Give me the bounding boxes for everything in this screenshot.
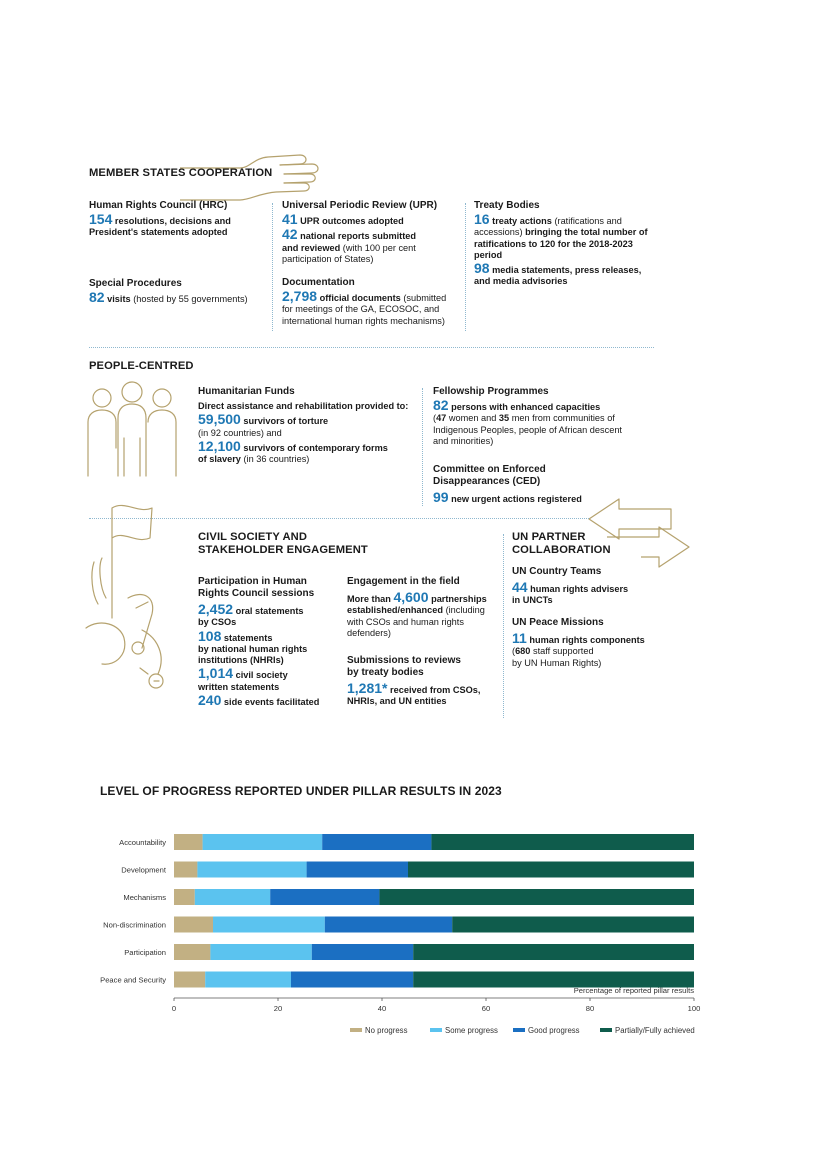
treaty-text3c: for the 2018-2023 xyxy=(557,238,633,249)
field-text1: partnerships xyxy=(431,594,487,604)
legend-label: No progress xyxy=(365,1026,408,1035)
participation-text1: oral statements xyxy=(235,606,304,616)
bar-segment-good-progress xyxy=(307,862,408,878)
bar-segment-partially-fully-achieved xyxy=(452,917,694,933)
bar-segment-some-progress xyxy=(205,972,291,988)
humanitarian-intro: Direct assistance and rehabilitation provided to: xyxy=(198,401,409,411)
upr-text2: national reports submitted xyxy=(300,231,417,242)
legend-swatch xyxy=(350,1028,362,1032)
flag-hands-illustration xyxy=(80,498,195,698)
field-text2a: established/enhanced xyxy=(347,605,443,616)
upr-number2: 42 xyxy=(282,226,298,243)
field-text2b: (including xyxy=(445,605,485,616)
uncts-text1: human rights advisers xyxy=(530,584,629,594)
peace-missions-block: UN Peace Missions 11 human rights components (680 staff supported by UN Human Rights) xyxy=(512,617,672,669)
x-tick-label: 0 xyxy=(171,1004,177,1013)
section-title-people: PEOPLE-CENTRED xyxy=(89,360,194,372)
fellowship-heading: Fellowship Programmes xyxy=(433,386,549,397)
legend-swatch xyxy=(513,1028,525,1032)
ced-heading2: Disappearances (CED) xyxy=(433,476,541,487)
documentation-block xyxy=(282,277,467,327)
progress-chart-svg xyxy=(0,820,827,1060)
people-illustration xyxy=(84,378,189,478)
participation-number2: 108 xyxy=(198,627,222,644)
un-title1: UN PARTNER xyxy=(512,531,586,543)
category-label: Mechanisms xyxy=(123,893,166,902)
bar-segment-no-progress xyxy=(174,862,197,878)
bar-segment-good-progress xyxy=(322,834,431,850)
treaty-text5: media statements, press releases, xyxy=(492,265,642,276)
bar-segment-some-progress xyxy=(213,917,325,933)
peace-heading: UN Peace Missions xyxy=(512,617,604,628)
bar-segment-no-progress xyxy=(174,889,195,905)
treaty-text1a: treaty actions xyxy=(492,216,552,226)
participation-block xyxy=(198,576,338,708)
special-procedures-block xyxy=(89,278,269,305)
humanitarian-text1: survivors of torture xyxy=(243,416,329,427)
bar-segment-good-progress xyxy=(325,917,452,933)
treaty-text3num: 120 xyxy=(539,238,556,249)
participation-text5: civil society xyxy=(235,670,288,681)
submissions-number: 1,281* xyxy=(347,680,388,696)
treaty-text1b: (ratifications and xyxy=(554,216,622,226)
documentation-text2: for meetings of the GA, ECOSOC, and xyxy=(282,304,440,315)
category-label: Peace and Security xyxy=(100,975,166,985)
treaty-number2: 98 xyxy=(474,260,490,277)
x-tick-label: 40 xyxy=(377,1004,387,1013)
fellowship-men: 35 xyxy=(498,413,510,424)
documentation-text3: international human rights mechanisms) xyxy=(282,315,445,326)
documentation-heading: Documentation xyxy=(282,277,355,288)
category-label: Development xyxy=(121,865,166,875)
bar-segment-partially-fully-achieved xyxy=(379,889,694,905)
category-label: Participation xyxy=(124,948,166,957)
participation-text7: side events facilitated xyxy=(223,697,320,708)
section-title-civil-society xyxy=(198,531,368,557)
humanitarian-text4: of slavery xyxy=(198,454,241,465)
fellowship-women: 47 xyxy=(436,413,447,424)
humanitarian-text2: (in 92 countries) and xyxy=(198,427,282,438)
peace-text3: by UN Human Rights) xyxy=(512,657,602,668)
divider-vertical xyxy=(272,203,273,331)
humanitarian-text4b: (in 36 countries) xyxy=(243,454,310,465)
hrc-block xyxy=(89,200,269,239)
bar-segment-no-progress xyxy=(174,972,205,988)
divider-vertical xyxy=(422,388,423,506)
humanitarian-funds-block xyxy=(198,386,418,465)
legend-swatch xyxy=(600,1028,612,1032)
special-text: (hosted by 55 governments) xyxy=(133,294,248,304)
participation-number4: 240 xyxy=(198,692,222,709)
upr-text1: UPR outcomes adopted xyxy=(300,216,404,226)
participation-number3: 1,014 xyxy=(198,665,234,682)
bar-segment-some-progress xyxy=(197,862,306,878)
special-text-bold: visits xyxy=(107,294,131,304)
upr-text3b: (with 100 per cent xyxy=(342,242,416,253)
documentation-text1: (submitted xyxy=(403,293,447,303)
participation-text6: written statements xyxy=(198,681,280,692)
fellowship-text1: persons with enhanced capacities xyxy=(451,402,601,412)
category-label: Accountability xyxy=(119,838,166,847)
field-number: 4,600 xyxy=(393,589,429,605)
civil-title2: STAKEHOLDER ENGAGEMENT xyxy=(198,544,368,556)
submissions-heading2: by treaty bodies xyxy=(347,667,424,678)
x-axis-label: Percentage of reported pillar results xyxy=(573,986,694,995)
uncts-heading: UN Country Teams xyxy=(512,566,602,577)
legend-label: Good progress xyxy=(528,1026,580,1035)
participation-heading1: Participation in Human xyxy=(198,576,307,587)
divider-vertical xyxy=(465,203,466,331)
field-heading: Engagement in the field xyxy=(347,576,460,587)
uncts-block xyxy=(512,566,672,607)
submissions-text1: received from CSOs, xyxy=(390,685,481,695)
humanitarian-heading: Humanitarian Funds xyxy=(198,386,295,397)
participation-number1: 2,452 xyxy=(198,601,234,617)
peace-number: 11 xyxy=(512,630,527,646)
upr-block xyxy=(282,200,467,265)
bar-segment-good-progress xyxy=(270,889,379,905)
bar-segment-no-progress xyxy=(174,944,210,960)
field-pre: More than xyxy=(347,594,391,604)
bar-segment-some-progress xyxy=(203,834,323,850)
humanitarian-number2: 12,100 xyxy=(198,437,241,454)
fellowship-text3: Indigenous Peoples, people of African descent xyxy=(433,424,622,435)
chart-title: LEVEL OF PROGRESS REPORTED UNDER PILLAR RESULTS IN 2023 xyxy=(100,784,502,798)
legend-swatch xyxy=(430,1028,442,1032)
upr-heading: Universal Periodic Review (UPR) xyxy=(282,200,438,211)
section-title-un-partner xyxy=(512,531,611,557)
upr-text4: participation of States) xyxy=(282,253,374,264)
x-tick-label: 60 xyxy=(481,1004,491,1013)
field-text4: defenders) xyxy=(347,627,391,638)
peace-staff-number: 680 xyxy=(515,646,531,657)
submissions-text2: NHRIs, and UN entities xyxy=(347,696,447,707)
ced-heading1: Committee on Enforced xyxy=(433,464,546,475)
bar-segment-partially-fully-achieved xyxy=(431,834,694,850)
bar-segment-some-progress xyxy=(195,889,270,905)
fellowship-text4: and minorities) xyxy=(433,435,494,446)
bar-segment-no-progress xyxy=(174,834,203,850)
fellowship-text2d: men from communities of xyxy=(511,413,615,424)
treaty-text3: ratifications to xyxy=(474,238,538,249)
fellowship-number: 82 xyxy=(433,397,449,413)
participation-text3: by national human rights xyxy=(198,643,308,654)
field-text3: with CSOs and human rights xyxy=(347,616,464,627)
ced-number: 99 xyxy=(433,489,449,505)
uncts-number: 44 xyxy=(512,579,528,595)
humanitarian-text3: survivors of contemporary forms xyxy=(243,442,388,453)
treaty-text4: period xyxy=(474,249,503,260)
hrc-text1: resolutions, decisions and xyxy=(114,216,231,226)
treaty-number1: 16 xyxy=(474,211,490,227)
participation-heading2: Rights Council sessions xyxy=(198,588,315,599)
submissions-heading1: Submissions to reviews xyxy=(347,655,461,666)
un-title2: COLLABORATION xyxy=(512,544,611,556)
special-heading: Special Procedures xyxy=(89,278,182,289)
peace-text1: human rights components xyxy=(529,635,645,645)
engagement-field-block xyxy=(347,576,502,639)
participation-text4: institutions (NHRIs) xyxy=(198,655,284,666)
x-tick-label: 20 xyxy=(273,1004,283,1013)
divider-vertical xyxy=(503,534,504,718)
progress-chart xyxy=(0,820,827,1060)
documentation-number: 2,798 xyxy=(282,288,318,304)
hrc-heading: Human Rights Council (HRC) xyxy=(89,200,228,211)
humanitarian-number1: 59,500 xyxy=(198,411,241,428)
bar-segment-no-progress xyxy=(174,917,213,933)
hrc-text2: President's statements adopted xyxy=(89,227,228,238)
section-title-member-states: MEMBER STATES COOPERATION xyxy=(89,167,273,179)
x-tick-label: 100 xyxy=(687,1004,701,1013)
treaty-heading: Treaty Bodies xyxy=(474,200,540,211)
participation-text2: statements xyxy=(223,632,273,643)
bar-segment-good-progress xyxy=(291,972,413,988)
special-number: 82 xyxy=(89,289,105,305)
peace-text2b: staff supported xyxy=(532,646,594,657)
treaty-text2b: bringing the total number of xyxy=(525,227,648,238)
x-tick-label: 80 xyxy=(585,1004,595,1013)
civil-title1: CIVIL SOCIETY AND xyxy=(198,531,308,543)
treaty-bodies-block xyxy=(474,200,674,288)
documentation-text-bold: official documents xyxy=(319,293,401,303)
legend-label: Partially/Fully achieved xyxy=(615,1026,695,1035)
treaty-text6: and media advisories xyxy=(474,276,568,287)
upr-text3a: and reviewed xyxy=(282,242,341,253)
category-label: Non-discrimination xyxy=(103,920,166,930)
bar-segment-some-progress xyxy=(210,944,311,960)
treaty-text2a: accessions) xyxy=(474,227,523,238)
bar-segment-partially-fully-achieved xyxy=(408,862,694,878)
divider-horizontal xyxy=(89,347,654,348)
uncts-text2: in UNCTs xyxy=(512,595,553,606)
hrc-number: 154 xyxy=(89,211,113,227)
submissions-block xyxy=(347,655,502,708)
upr-number1: 41 xyxy=(282,211,298,227)
bar-segment-partially-fully-achieved xyxy=(413,944,694,960)
participation-text1b: by CSOs xyxy=(198,617,237,628)
fellowship-block: Fellowship Programmes 82 persons with enhanced capacities (47 women and 35 men from communities of Indigenous Peoples, people of African descent and minorities) xyxy=(433,386,653,447)
bar-segment-good-progress xyxy=(312,944,413,960)
legend-label: Some progress xyxy=(445,1026,498,1035)
fellowship-text2b: women and xyxy=(448,413,497,424)
ced-text: new urgent actions registered xyxy=(451,494,582,504)
